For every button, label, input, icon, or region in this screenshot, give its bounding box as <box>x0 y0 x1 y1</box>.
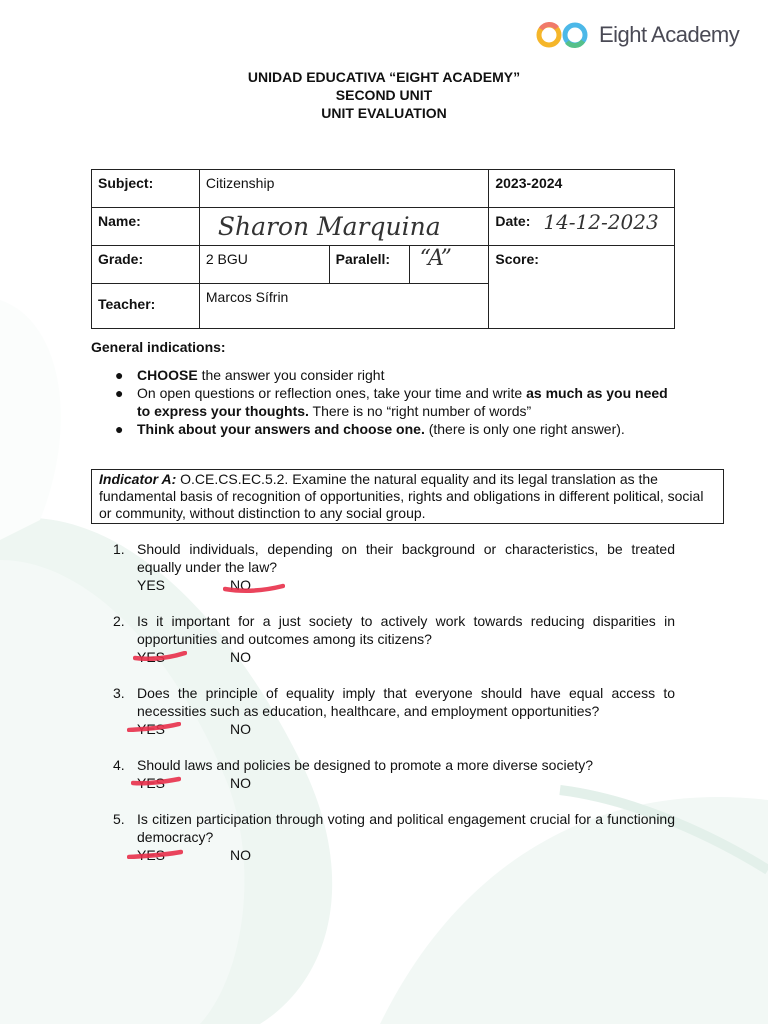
date-label: Date: <box>495 213 531 229</box>
indicator-label: Indicator A: <box>99 471 177 487</box>
question-item <box>113 810 675 882</box>
indication-text: There is no “right number of words” <box>308 403 532 419</box>
red-highlight-mark <box>127 849 183 859</box>
yes-option[interactable]: YES <box>137 577 166 593</box>
bullet-icon: ● <box>115 385 124 401</box>
indication-item <box>115 420 675 438</box>
subject-row <box>92 170 675 208</box>
score-cell: Score: <box>489 246 675 329</box>
answer-options <box>137 720 675 738</box>
school-name: UNIDAD EDUCATIVA “EIGHT ACADEMY” <box>247 69 521 85</box>
subject-label: Subject: <box>92 170 200 208</box>
school-year: 2023-2024 <box>489 170 675 208</box>
no-option[interactable]: NO <box>230 721 251 737</box>
teacher-value: Marcos Sífrin <box>199 284 488 329</box>
question-number: 2. <box>113 613 125 629</box>
answer-options <box>137 648 675 666</box>
indication-item <box>115 384 675 420</box>
indication-text: the answer you consider right <box>197 367 385 383</box>
question-item <box>113 612 675 684</box>
indication-text: On open questions or reflection ones, take your time and write <box>137 385 527 401</box>
bullet-icon: ● <box>115 421 124 437</box>
question-item <box>113 756 675 810</box>
indicator-text: O.CE.CS.EC.5.2. Examine the natural equality and its legal translation as the fundamental basis of recognition of opportunities, rights and obligations in different political, social or community, without distinction to any social group. <box>99 471 704 521</box>
name-row <box>92 208 675 246</box>
red-highlight-mark <box>223 583 285 593</box>
grade-value: 2 BGU <box>199 246 329 284</box>
question-text: Does the principle of equality imply that everyone should have equal access to necessities such as education, healthcare, and employment opportunities? <box>137 685 675 719</box>
indication-bold: as much as you need to express your thoughts. <box>137 385 668 419</box>
grade-row <box>92 246 675 284</box>
general-indications-heading: General indications: <box>91 339 226 355</box>
question-list <box>113 540 675 882</box>
indication-item <box>115 366 675 384</box>
question-number: 3. <box>113 685 125 701</box>
eight-academy-logo <box>533 20 739 50</box>
question-item <box>113 684 675 756</box>
indication-text: (there is only one right answer). <box>424 421 625 437</box>
question-number: 5. <box>113 811 125 827</box>
red-highlight-mark <box>127 722 181 732</box>
yes-option[interactable]: YES <box>137 847 166 863</box>
answer-options <box>137 846 675 864</box>
no-option[interactable]: NO <box>230 775 251 791</box>
date-value: 14-12-2023 <box>543 210 659 234</box>
teacher-label: Teacher: <box>92 284 200 329</box>
question-text: Is it important for a just society to actively work towards reducing disparities in opportunities and outcomes among its citizens? <box>137 613 675 647</box>
indication-bold: CHOOSE <box>137 367 198 383</box>
no-option[interactable]: NO <box>230 577 251 593</box>
yes-option[interactable]: YES <box>137 721 166 737</box>
answer-options <box>137 774 675 792</box>
question-text: Should laws and policies be designed to promote a more diverse society? <box>137 757 594 773</box>
indication-bold: Think about your answers and choose one. <box>137 421 425 437</box>
yes-option[interactable]: YES <box>137 775 166 791</box>
evaluation-title: UNIT EVALUATION <box>321 105 447 121</box>
infinity-logo-icon <box>533 20 591 50</box>
red-highlight-mark <box>131 776 181 786</box>
question-text: Is citizen participation through voting and political engagement crucial for a functioning democracy? <box>137 811 675 845</box>
yes-option[interactable]: YES <box>137 649 166 665</box>
paralell-label: Paralell: <box>329 246 409 284</box>
document-title <box>0 68 768 122</box>
name-value: Sharon Marquina <box>217 212 441 241</box>
name-cell <box>199 208 488 246</box>
no-option[interactable]: NO <box>230 847 251 863</box>
paralell-value: “A” <box>419 246 452 271</box>
student-info-table <box>91 169 675 329</box>
date-cell <box>489 208 675 246</box>
grade-label: Grade: <box>92 246 200 284</box>
unit-name: SECOND UNIT <box>335 87 433 103</box>
question-text: Should individuals, depending on their background or characteristics, be treated equally under the law? <box>137 541 675 575</box>
brand-name: Eight Academy <box>599 22 740 47</box>
paralell-cell <box>409 246 489 284</box>
question-number: 1. <box>113 541 125 557</box>
bullet-icon: ● <box>115 367 124 383</box>
subject-value: Citizenship <box>199 170 488 208</box>
no-option[interactable]: NO <box>230 649 251 665</box>
red-highlight-mark <box>133 651 187 661</box>
name-label: Name: <box>92 208 200 246</box>
answer-options <box>137 576 675 594</box>
question-number: 4. <box>113 757 125 773</box>
general-indications-list <box>115 366 675 438</box>
question-item <box>113 540 675 612</box>
indicator-box <box>91 469 724 524</box>
